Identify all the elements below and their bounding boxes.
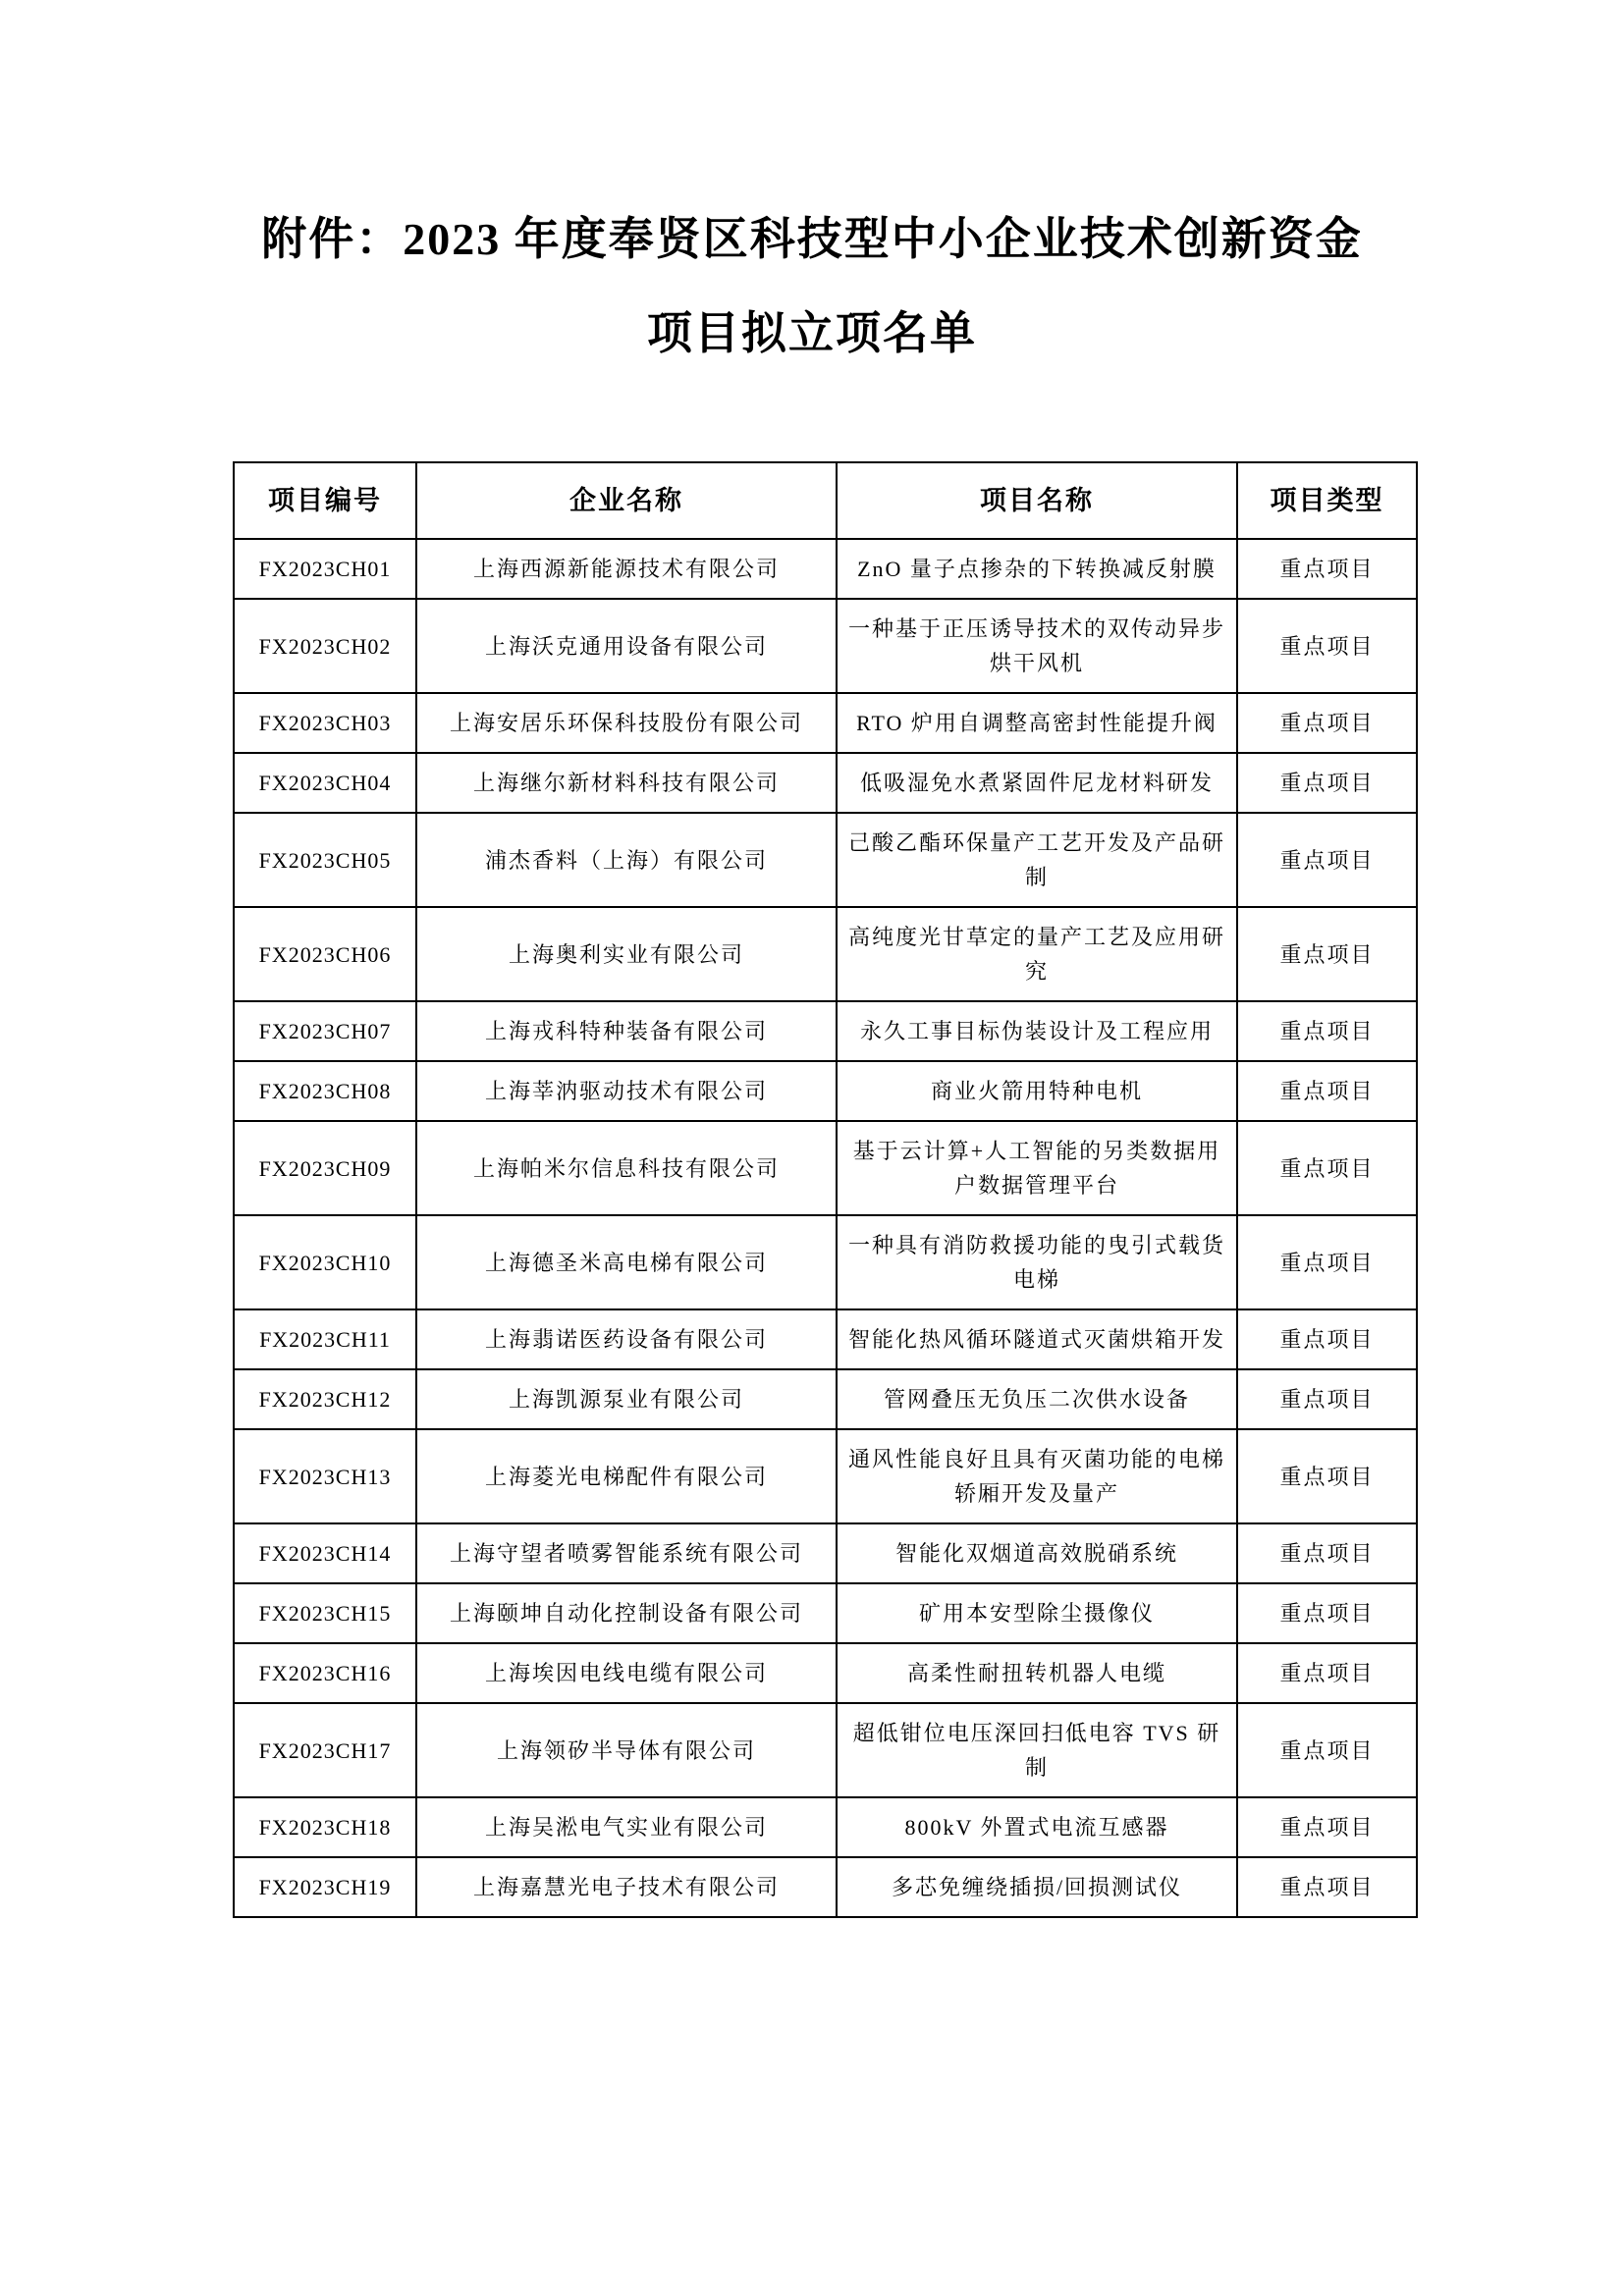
cell-code: FX2023CH18 — [234, 1797, 416, 1857]
cell-company: 上海菱光电梯配件有限公司 — [416, 1429, 837, 1523]
cell-project: 己酸乙酯环保量产工艺开发及产品研制 — [837, 813, 1237, 907]
cell-type: 重点项目 — [1237, 907, 1417, 1001]
cell-type: 重点项目 — [1237, 1643, 1417, 1703]
cell-company: 上海沃克通用设备有限公司 — [416, 599, 837, 693]
cell-company: 上海翡诺医药设备有限公司 — [416, 1309, 837, 1369]
document-title-line2: 项目拟立项名单 — [647, 308, 977, 358]
cell-code: FX2023CH07 — [234, 1001, 416, 1061]
cell-project: ZnO 量子点掺杂的下转换减反射膜 — [837, 539, 1237, 599]
cell-project: 基于云计算+人工智能的另类数据用户数据管理平台 — [837, 1121, 1237, 1215]
cell-company: 上海埃因电线电缆有限公司 — [416, 1643, 837, 1703]
project-table-header — [234, 462, 1417, 539]
cell-project: 800kV 外置式电流互感器 — [837, 1797, 1237, 1857]
cell-code: FX2023CH06 — [234, 907, 416, 1001]
cell-type: 重点项目 — [1237, 1429, 1417, 1523]
cell-code: FX2023CH14 — [234, 1523, 416, 1583]
table-row — [234, 813, 1417, 907]
table-row — [234, 599, 1417, 693]
cell-company: 上海西源新能源技术有限公司 — [416, 539, 837, 599]
cell-code: FX2023CH17 — [234, 1703, 416, 1797]
cell-project: 商业火箭用特种电机 — [837, 1061, 1237, 1121]
cell-project: 低吸湿免水煮紧固件尼龙材料研发 — [837, 753, 1237, 813]
table-row — [234, 1523, 1417, 1583]
table-row — [234, 1121, 1417, 1215]
cell-company: 上海守望者喷雾智能系统有限公司 — [416, 1523, 837, 1583]
cell-project: 多芯免缠绕插损/回损测试仪 — [837, 1857, 1237, 1917]
cell-code: FX2023CH08 — [234, 1061, 416, 1121]
cell-type: 重点项目 — [1237, 539, 1417, 599]
cell-code: FX2023CH02 — [234, 599, 416, 693]
column-header-type: 项目类型 — [1237, 462, 1417, 539]
cell-type: 重点项目 — [1237, 1001, 1417, 1061]
cell-type: 重点项目 — [1237, 813, 1417, 907]
table-row — [234, 1369, 1417, 1429]
cell-project: 一种具有消防救援功能的曳引式载货电梯 — [837, 1215, 1237, 1309]
cell-company: 上海吴淞电气实业有限公司 — [416, 1797, 837, 1857]
project-table-body — [234, 539, 1417, 1917]
table-row — [234, 907, 1417, 1001]
cell-type: 重点项目 — [1237, 599, 1417, 693]
cell-project: 智能化双烟道高效脱硝系统 — [837, 1523, 1237, 1583]
cell-project: 矿用本安型除尘摄像仪 — [837, 1583, 1237, 1643]
cell-project: RTO 炉用自调整高密封性能提升阀 — [837, 693, 1237, 753]
cell-company: 上海颐坤自动化控制设备有限公司 — [416, 1583, 837, 1643]
cell-type: 重点项目 — [1237, 1121, 1417, 1215]
cell-company: 上海莘汭驱动技术有限公司 — [416, 1061, 837, 1121]
cell-code: FX2023CH04 — [234, 753, 416, 813]
cell-type: 重点项目 — [1237, 1857, 1417, 1917]
cell-company: 上海领矽半导体有限公司 — [416, 1703, 837, 1797]
cell-code: FX2023CH09 — [234, 1121, 416, 1215]
cell-type: 重点项目 — [1237, 693, 1417, 753]
table-row — [234, 1857, 1417, 1917]
cell-code: FX2023CH11 — [234, 1309, 416, 1369]
cell-type: 重点项目 — [1237, 1703, 1417, 1797]
column-header-project: 项目名称 — [837, 462, 1237, 539]
cell-company: 上海嘉慧光电子技术有限公司 — [416, 1857, 837, 1917]
table-row — [234, 1583, 1417, 1643]
cell-project: 超低钳位电压深回扫低电容 TVS 研制 — [837, 1703, 1237, 1797]
cell-company: 上海德圣米高电梯有限公司 — [416, 1215, 837, 1309]
column-header-company: 企业名称 — [416, 462, 837, 539]
cell-company: 上海凯源泵业有限公司 — [416, 1369, 837, 1429]
cell-type: 重点项目 — [1237, 1583, 1417, 1643]
cell-type: 重点项目 — [1237, 1309, 1417, 1369]
table-row — [234, 539, 1417, 599]
cell-company: 上海安居乐环保科技股份有限公司 — [416, 693, 837, 753]
cell-project: 高柔性耐扭转机器人电缆 — [837, 1643, 1237, 1703]
cell-type: 重点项目 — [1237, 1215, 1417, 1309]
cell-code: FX2023CH13 — [234, 1429, 416, 1523]
table-row — [234, 1001, 1417, 1061]
cell-project: 管网叠压无负压二次供水设备 — [837, 1369, 1237, 1429]
column-header-code: 项目编号 — [234, 462, 416, 539]
cell-company: 上海帕米尔信息科技有限公司 — [416, 1121, 837, 1215]
cell-type: 重点项目 — [1237, 1523, 1417, 1583]
table-row — [234, 693, 1417, 753]
table-header-row — [234, 462, 1417, 539]
cell-project: 智能化热风循环隧道式灭菌烘箱开发 — [837, 1309, 1237, 1369]
cell-company: 上海继尔新材料科技有限公司 — [416, 753, 837, 813]
document-title — [208, 0, 1416, 381]
cell-company: 浦杰香料（上海）有限公司 — [416, 813, 837, 907]
cell-code: FX2023CH10 — [234, 1215, 416, 1309]
cell-project: 通风性能良好且具有灭菌功能的电梯轿厢开发及量产 — [837, 1429, 1237, 1523]
cell-project: 一种基于正压诱导技术的双传动异步烘干风机 — [837, 599, 1237, 693]
project-table — [233, 461, 1418, 1918]
table-row — [234, 1061, 1417, 1121]
cell-code: FX2023CH16 — [234, 1643, 416, 1703]
cell-code: FX2023CH15 — [234, 1583, 416, 1643]
cell-project: 高纯度光甘草定的量产工艺及应用研究 — [837, 907, 1237, 1001]
cell-project: 永久工事目标伪装设计及工程应用 — [837, 1001, 1237, 1061]
table-row — [234, 1643, 1417, 1703]
table-row — [234, 753, 1417, 813]
cell-code: FX2023CH05 — [234, 813, 416, 907]
cell-type: 重点项目 — [1237, 1061, 1417, 1121]
cell-code: FX2023CH03 — [234, 693, 416, 753]
cell-type: 重点项目 — [1237, 1797, 1417, 1857]
table-row — [234, 1215, 1417, 1309]
cell-type: 重点项目 — [1237, 1369, 1417, 1429]
table-row — [234, 1703, 1417, 1797]
cell-code: FX2023CH19 — [234, 1857, 416, 1917]
cell-type: 重点项目 — [1237, 753, 1417, 813]
table-row — [234, 1797, 1417, 1857]
table-row — [234, 1309, 1417, 1369]
cell-code: FX2023CH01 — [234, 539, 416, 599]
cell-code: FX2023CH12 — [234, 1369, 416, 1429]
cell-company: 上海戎科特种装备有限公司 — [416, 1001, 837, 1061]
table-row — [234, 1429, 1417, 1523]
document-title-line1: 附件：2023 年度奉贤区科技型中小企业技术创新资金 — [261, 214, 1363, 264]
cell-company: 上海奥利实业有限公司 — [416, 907, 837, 1001]
